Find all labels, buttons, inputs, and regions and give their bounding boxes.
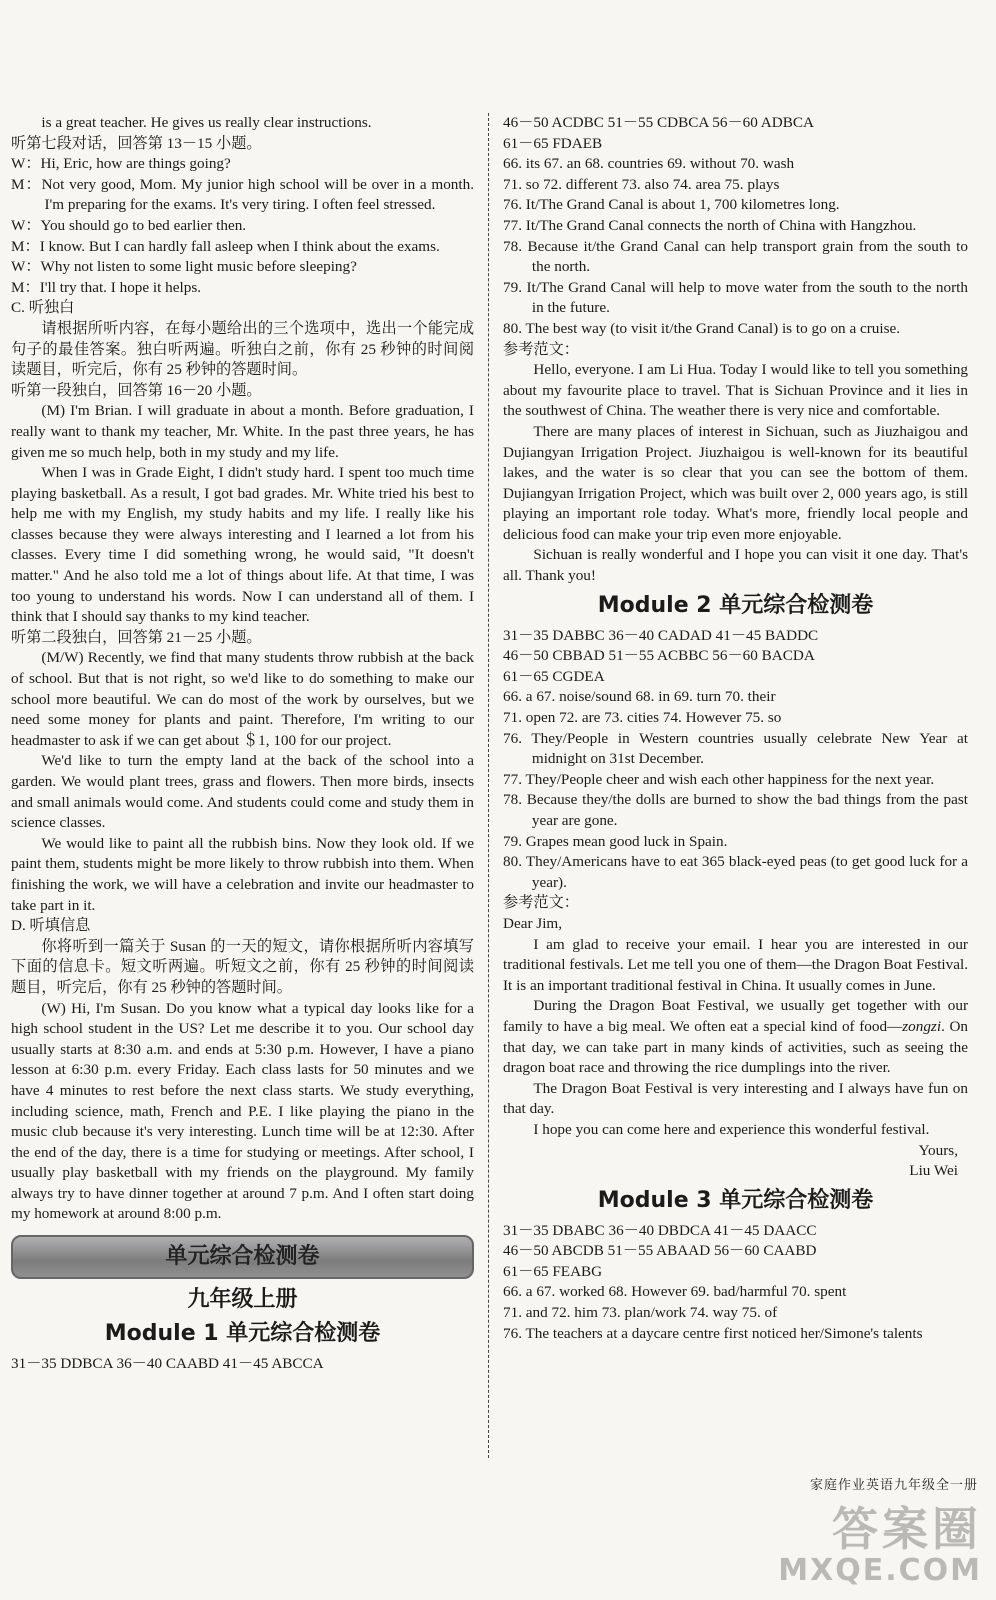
essay-paragraph: Sichuan is really wonderful and I hope you can visit it one day. That's all. Thank you! [503,546,968,585]
answer-sentence: 80. The best way (to visit it/the Grand Canal) is to go on a cruise. [503,319,901,337]
monologue-2-heading: 听第二段独白，回答第 21－25 小题。 [11,628,262,646]
answer-sentence: 76. They/People in Western countries usually celebrate New Year at midnight on 31st December. [503,729,968,768]
answer-line: 31－35 DDBCA 36－40 CAABD 41－45 ABCCA [11,1355,324,1373]
answer-sentence: 76. The teachers at a daycare centre first noticed her/Simone's talents [503,1324,923,1342]
answer-line: 71. and 72. him 73. plan/work 74. way 75. of [503,1304,778,1322]
module-2-title: Module 2 单元综合检测卷 [597,592,874,618]
essay-text: During the Dragon Boat Festival, we usually get together with our family to have a big meal. We often eat a special kind of food— [503,997,968,1035]
answer-line: 71. so 72. different 73. also 74. area 75. plays [503,175,780,193]
answer-sentence: 78. Because it/the Grand Canal can help transport grain from the south to the north. [503,237,968,276]
answer-sentence: 78. Because they/the dolls are burned to show the bad things from the past year are gone. [503,791,968,829]
monologue-paragraph: (M/W) Recently, we find that many students throw rubbish at the back of school. But that is not right, so we'd like to do something to make our school more beautiful. We can do most of the work by ourselves, but we need some money for plants and paint. Therefore, I'm writing to our headmaster to ask if we can get about ＄1, 100 for our project. [11,649,474,749]
module-1-title: Module 1 单元综合检测卷 [104,1321,381,1347]
essay-paragraph [503,996,968,1078]
essay-text: . On that day, we can take part in many kinds of activities, such as seeing the dragon boat race and throwing the rice dumplings into the river. [503,1017,969,1077]
letter-signature: Liu Wei [909,1162,958,1180]
right-column [503,113,968,1344]
essay-paragraph: I am glad to receive your email. I hear you are interested in our traditional festivals. Let me tell you one of them—the Dragon Boat Festival. It is an important traditional festival in China. It usually comes in June. [503,935,968,994]
monologue-paragraph: When I was in Grade Eight, I didn't study hard. I spent too much time playing basketball. As a result, I got bad grades. Mr. White tried his best to help me with my English, my study habits and my life. I really like his classes because they were always interesting and I learned a lot from his classes. Every time I did something wrong, he would said, "It doesn't matter." And he also told me a lot of things about life. At that time, I was too young to understand his words. Now I can understand all of them. I think that I should say thanks to my kind teacher. [11,464,474,626]
module-3-title: Module 3 单元综合检测卷 [597,1187,874,1213]
dialogue-line: W：Why not listen to some light music before sleeping? [11,258,357,276]
answer-line: 61－65 FDAEB [503,134,603,152]
watermark-text: 答案圈 [832,1501,982,1556]
monologue-paragraph: We'd like to turn the empty land at the back of the school into a garden. We would plant trees, grass and flowers. Then more birds, insects and small animals would come. And students could come and study them in science classes. [11,752,474,832]
dialogue-line: W：Hi, Eric, how are things going? [11,155,231,173]
watermark-url: MXQE.COM [778,1552,982,1588]
answer-line: 66. its 67. an 68. countries 69. without 70. wash [503,155,795,173]
answer-line: 31－35 DABBC 36－40 CADAD 41－45 BADDC [503,626,819,644]
letter-closing: Yours, [918,1141,958,1159]
answer-sentence: 76. It/The Grand Canal is about 1, 700 kilometres long. [503,196,840,214]
answer-sentence: 77. They/People cheer and wish each other happiness for the next year. [503,770,935,788]
intro-line: is a great teacher. He gives us really clear instructions. [41,114,372,131]
answer-sentence: 80. They/Americans have to eat 365 black-eyed peas (to get good luck for a year). [503,853,968,891]
unit-test-banner: 单元综合检测卷 [11,1235,474,1279]
essay-italic-word: zongzi [902,1017,942,1035]
dialogue-line: W：You should go to bed earlier then. [11,216,247,234]
sample-essay-label: 参考范文： [503,340,579,358]
susan-passage: (W) Hi, I'm Susan. Do you know what a typical day looks like for a high school student in the US? Let me describe it to you. Our school day usually starts at 8:30 a.m. and ends at 5:30 p.m. However, I have a piano lesson at 6:30 p.m. every Friday. Each class lasts for 50 minutes and we have 4 minutes to rest before the next class starts. We study everything, including science, math, French and P.E. I like playing the piano in the music club because it's very interesting. Lunch time will be at 12:30. After the end of the day, there is a time for studying or meetings. After school, I usually play basketball with my friends on the playground. My family always try to have dinner together at around 7 p.m. And I often start doing my homework at around 8:00 p.m. [11,999,474,1223]
answer-line: 46－50 ABCDB 51－55 ABAAD 56－60 CAABD [503,1242,817,1260]
answer-line: 31－35 DBABC 36－40 DBDCA 41－45 DAACC [503,1221,817,1239]
monologue-paragraph: (M) I'm Brian. I will graduate in about a month. Before graduation, I really want to thank my teacher, Mr. White. In the past three years, he has given me so much help, both in my study and my life. [11,402,474,461]
answer-sentence: 79. Grapes mean good luck in Spain. [503,832,728,850]
answer-line: 66. a 67. worked 68. However 69. bad/harmful 70. spent [503,1283,847,1301]
section-c-heading: C. 听独白 [11,299,75,317]
column-divider [488,113,489,1458]
essay-paragraph: Hello, everyone. I am Li Hua. Today I would like to tell you something about my favourite place to travel. That is Sichuan Province and it lies in the southwest of China. The weather there is very nice and comfortable. [503,361,968,420]
essay-paragraph: I hope you can come here and experience this wonderful festival. [533,1120,930,1138]
essay-paragraph: The Dragon Boat Festival is very interesting and I always have fun on that day. [503,1079,968,1118]
answer-line: 71. open 72. are 73. cities 74. However 75. so [503,709,782,727]
dialogue-line: M：I'll try that. I hope it helps. [11,278,202,296]
answer-line: 46－50 ACDBC 51－55 CDBCA 56－60 ADBCA [503,114,814,131]
section-d-instructions: 你将听到一篇关于 Susan 的一天的短文，请你根据所听内容填写下面的信息卡。短文听两遍。听短文之前，你有 25 秒钟的时间阅读题目，听完后，你有 25 秒钟的答题时间。 [11,937,474,996]
letter-greeting: Dear Jim, [503,914,563,932]
monologue-paragraph: We would like to paint all the rubbish bins. Now they look old. If we paint them, students might be more likely to throw rubbish into them. When finishing the work, we will have a celebration and invite our headmaster to take part in it. [11,834,474,914]
section-d-heading: D. 听填信息 [11,917,91,935]
grade-heading: 九年级上册 [187,1287,298,1313]
answer-line: 46－50 CBBAD 51－55 ACBBC 56－60 BACDA [503,647,815,665]
essay-paragraph: There are many places of interest in Sichuan, such as Jiuzhaigou and Dujiangyan Irrigation Project. Jiuzhaigou is well-known for its beautiful lakes, and the water is so clear that you can see the bottom of them. Dujiangyan Irrigation Project, which was built over 2, 000 years ago, is still playing an important role today. What's more, friendly local people and delicious food can make your trip even more enjoyable. [503,422,968,543]
sample-essay-label: 参考范文： [503,894,579,912]
answer-line: 61－65 FEABG [503,1262,603,1280]
answer-line: 61－65 CGDEA [503,667,605,685]
dialogue-line: M：I know. But I can hardly fall asleep when I think about the exams. [11,237,440,255]
answer-sentence: 79. It/The Grand Canal will help to move water from the south to the north in the future. [503,278,968,317]
monologue-1-heading: 听第一段独白，回答第 16－20 小题。 [11,381,262,399]
section-c-instructions: 请根据所听内容，在每小题给出的三个选项中，选出一个能完成句子的最佳答案。独白听两遍。听独白之前，你有 25 秒钟的时间阅读题目，听完后，你有 25 秒钟的答题时间。 [11,319,474,379]
answer-line: 66. a 67. noise/sound 68. in 69. turn 70. their [503,688,776,706]
watermark-logo [778,1498,982,1593]
dialogue-line: M：Not very good, Mom. My junior high school will be over in a month. I'm preparing for the exams. It's very tiring. I often feel stressed. [11,175,474,214]
answer-sentence: 77. It/The Grand Canal connects the north of China with Hangzhou. [503,216,917,234]
left-column [11,113,474,1375]
page-footer: 家庭作业英语九年级全一册 [809,1478,978,1493]
section-7-heading: 听第七段对话，回答第 13－15 小题。 [11,134,262,152]
